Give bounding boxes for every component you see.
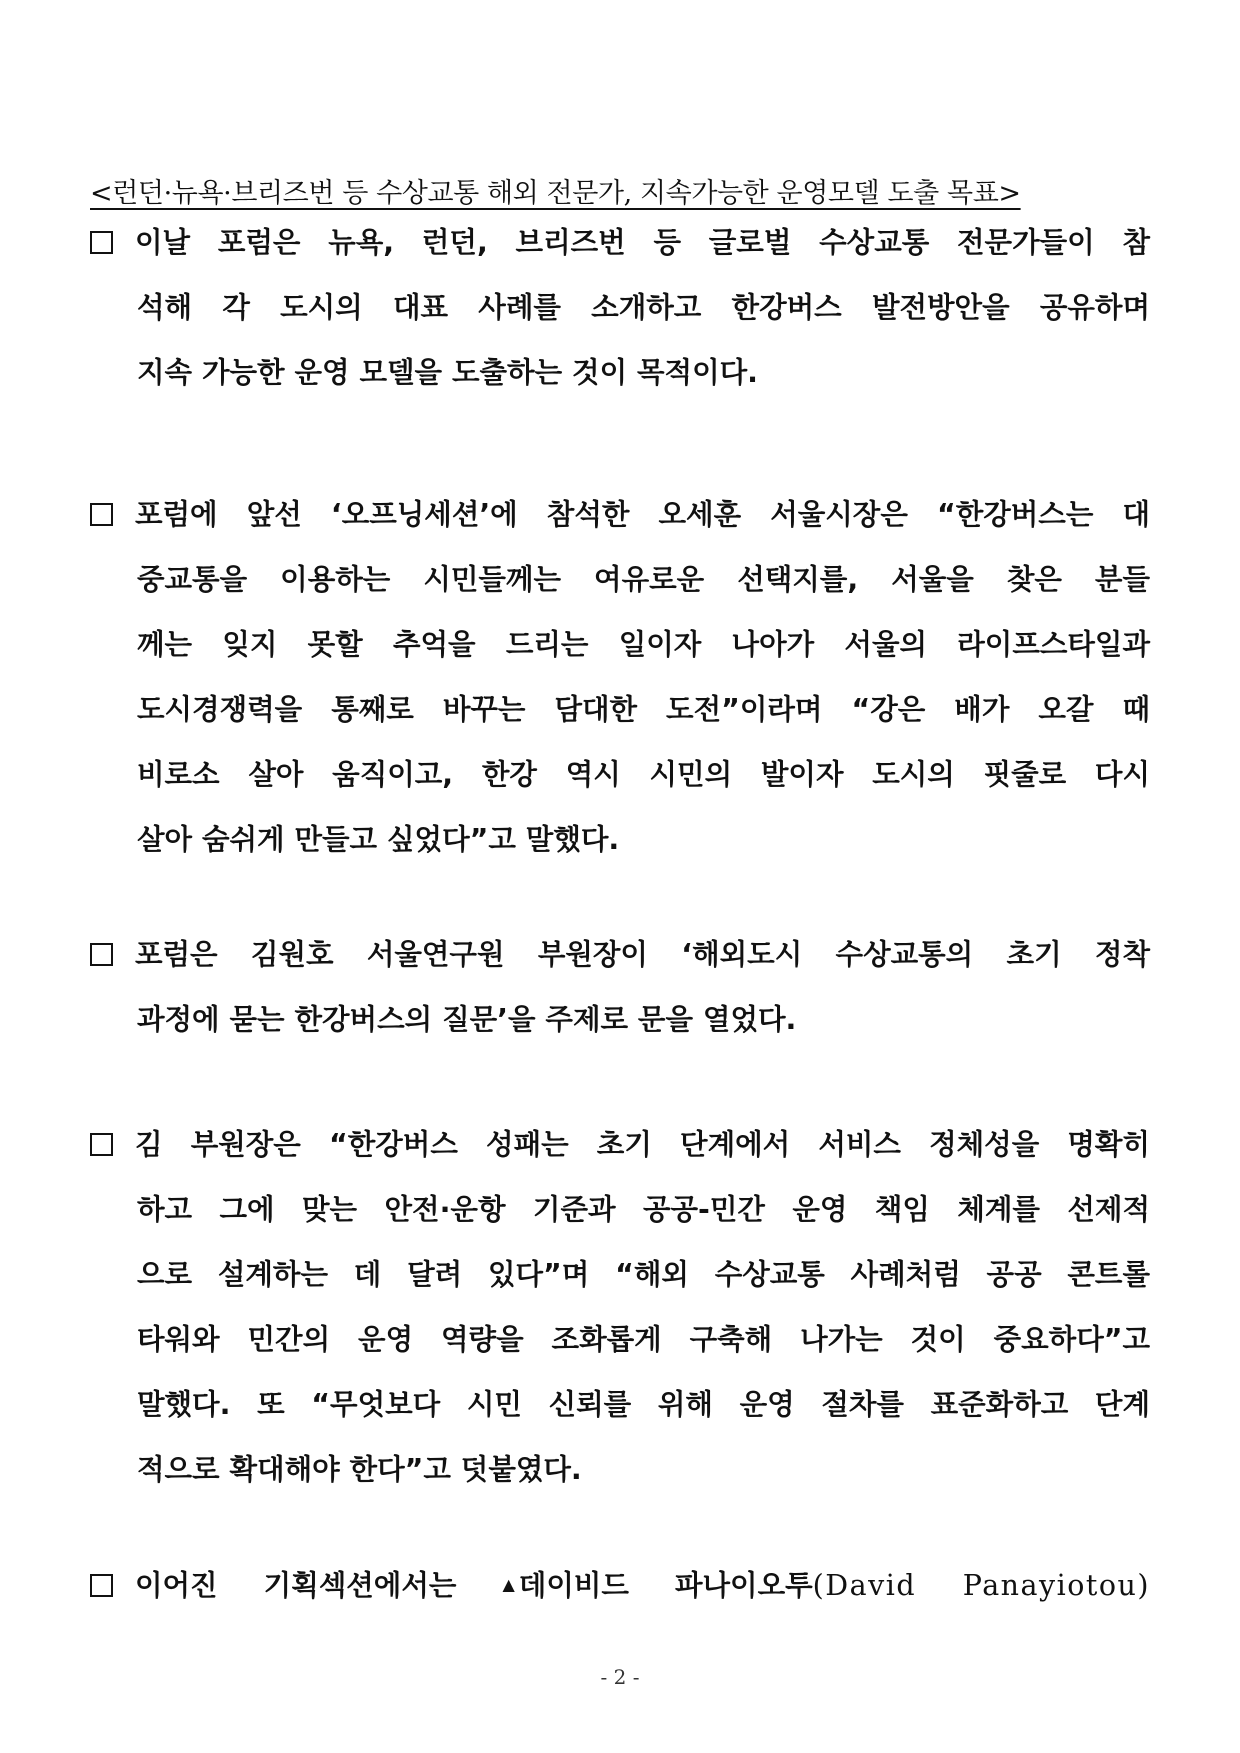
checkbox-bullet-icon <box>90 231 113 254</box>
paragraph-line: 타워와 민간의 운영 역량을 조화롭게 구축해 나가는 것이 중요하다”고 <box>137 1323 1150 1356</box>
page-number: - 2 - <box>600 1665 640 1689</box>
paragraph-line: 으로 설계하는 데 달려 있다”며 “해외 수상교통 사례처럼 공공 콘트롤 <box>137 1258 1150 1291</box>
section-subheading: <런던·뉴욕·브리즈번 등 수상교통 해외 전문가, 지속가능한 운영모델 도출 목표> <box>90 178 1021 209</box>
checkbox-bullet-icon <box>90 943 113 966</box>
paragraph-4 <box>90 1112 1150 1502</box>
paragraph-line: 말했다. 또 “무엇보다 시민 신뢰를 위해 운영 절차를 표준화하고 단계 <box>137 1388 1150 1421</box>
paragraph-2 <box>90 482 1150 872</box>
paragraph-line: 도시경쟁력을 통째로 바꾸는 담대한 도전”이라며 “강은 배가 오갈 때 <box>137 693 1150 726</box>
paragraph-line: 중교통을 이용하는 시민들께는 여유로운 선택지를, 서울을 찾은 분들 <box>137 563 1150 596</box>
paragraph-line: 하고 그에 맞는 안전·운항 기준과 공공-민간 운영 책임 체계를 선제적 <box>137 1193 1150 1226</box>
paragraph-line: 이날 포럼은 뉴욕, 런던, 브리즈번 등 글로벌 수상교통 전문가들이 참 <box>90 210 1150 275</box>
paragraph-1 <box>90 210 1150 405</box>
paragraph-5 <box>90 1552 1150 1617</box>
paragraph-line: 포럼은 김원호 서울연구원 부원장이 ‘해외도시 수상교통의 초기 정착 <box>90 922 1150 987</box>
triangle-marker-icon: ▲ <box>502 1575 515 1594</box>
paragraph-line: 살아 숨쉬게 만들고 싶었다”고 말했다. <box>137 823 620 856</box>
paragraph-line: 적으로 확대해야 한다”고 덧붙였다. <box>137 1453 582 1486</box>
paragraph-line: 지속 가능한 운영 모델을 도출하는 것이 목적이다. <box>137 356 758 389</box>
paragraph-line: 포럼에 앞선 ‘오프닝세션’에 참석한 오세훈 서울시장은 “한강버스는 대 <box>90 482 1150 547</box>
paragraph-line: 석해 각 도시의 대표 사례를 소개하고 한강버스 발전방안을 공유하며 <box>137 291 1150 324</box>
checkbox-bullet-icon <box>90 503 113 526</box>
paragraph-line: 비로소 살아 움직이고, 한강 역시 시민의 발이자 도시의 핏줄로 다시 <box>137 758 1150 791</box>
paragraph-line: 께는 잊지 못할 추억을 드리는 일이자 나아가 서울의 라이프스타일과 <box>137 628 1150 661</box>
paragraph-3 <box>90 922 1150 1052</box>
paragraph-line: 과정에 묻는 한강버스의 질문’을 주제로 문을 열었다. <box>137 1003 797 1036</box>
checkbox-bullet-icon <box>90 1133 113 1156</box>
checkbox-bullet-icon <box>90 1574 113 1597</box>
paragraph-line: 김 부원장은 “한강버스 성패는 초기 단계에서 서비스 정체성을 명확히 <box>90 1112 1150 1177</box>
paragraph-line: 이어진 기획섹션에서는 ▲ 데이비드 파나이오투(David Panayiotou) <box>90 1552 1150 1617</box>
